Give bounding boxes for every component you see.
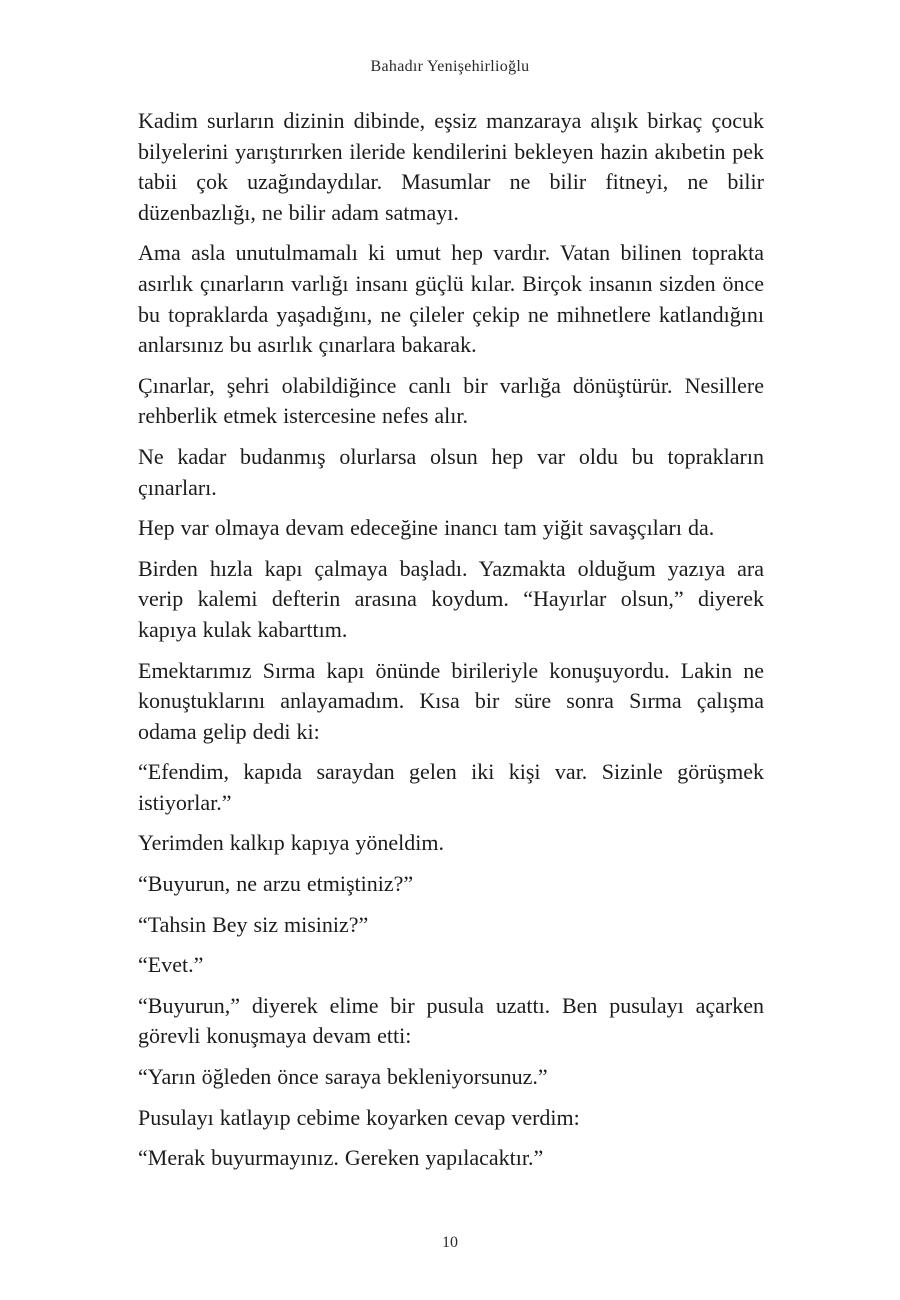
paragraph: “Yarın öğleden önce saraya bekleniyorsunuz.”: [138, 1064, 548, 1090]
paragraph: “Tahsin Bey siz misiniz?”: [138, 911, 369, 937]
paragraph: “Efendim, kapıda saraydan gelen iki kişi var. Sizinle görüşmek istiyorlar.”: [138, 759, 764, 815]
body-text: [138, 106, 764, 1184]
page-number: 10: [442, 1234, 458, 1251]
paragraph: Hep var olmaya devam edeceğine inancı tam yiğit savaşçıları da.: [138, 515, 715, 541]
paragraph: Ne kadar budanmış olurlarsa olsun hep var oldu bu toprakların çınarları.: [138, 443, 764, 500]
paragraph: Birden hızla kapı çalmaya başladı. Yazmakta olduğum yazıya ara verip kalemi defterin arasına koydum. “Hayırlar olsun,” diyerek kapıya kulak kabarttım.: [138, 555, 764, 642]
paragraph: Çınarlar, şehri olabildiğince canlı bir varlığa dönüştürür. Nesillere rehberlik etmek istercesine nefes alır.: [138, 372, 764, 429]
paragraph: “Merak buyurmayınız. Gereken yapılacaktır.”: [138, 1145, 544, 1171]
paragraph: “Evet.”: [138, 952, 204, 978]
paragraph: Pusulayı katlayıp cebime koyarken cevap verdim:: [138, 1104, 580, 1130]
paragraph: “Buyurun,” diyerek elime bir pusula uzattı. Ben pusulayı açarken görevli konuşmaya devam etti:: [138, 992, 764, 1049]
paragraph: Ama asla unutulmamalı ki umut hep vardır. Vatan bilinen toprakta asırlık çınarların varlığı insanı güçlü kılar. Birçok insanın sizden önce bu topraklarda yaşadığını, ne çileler çekip ne mihnetlere katlandığını anlarsınız bu asırlık çınarlara bakarak.: [138, 240, 764, 358]
paragraph: Emektarımız Sırma kapı önünde birileriyle konuşuyordu. Lakin ne konuştuklarını anlayamadım. Kısa bir süre sonra Sırma çalışma odama gelip dedi ki:: [138, 657, 764, 744]
paragraph: “Buyurun, ne arzu etmiştiniz?”: [138, 871, 414, 897]
paragraph: Kadim surların dizinin dibinde, eşsiz manzaraya alışık birkaç çocuk bilyelerini yarıştırırken ileride kendilerini bekleyen hazin akıbetin pek tabii çok uzağındaydılar. Masumlar ne bilir fitneyi, ne bilir düzenbazlığı, ne bilir adam satmayı.: [138, 108, 764, 225]
running-header-author: Bahadır Yenişehirlioğlu: [370, 58, 530, 75]
paragraph: Yerimden kalkıp kapıya yöneldim.: [138, 830, 444, 856]
